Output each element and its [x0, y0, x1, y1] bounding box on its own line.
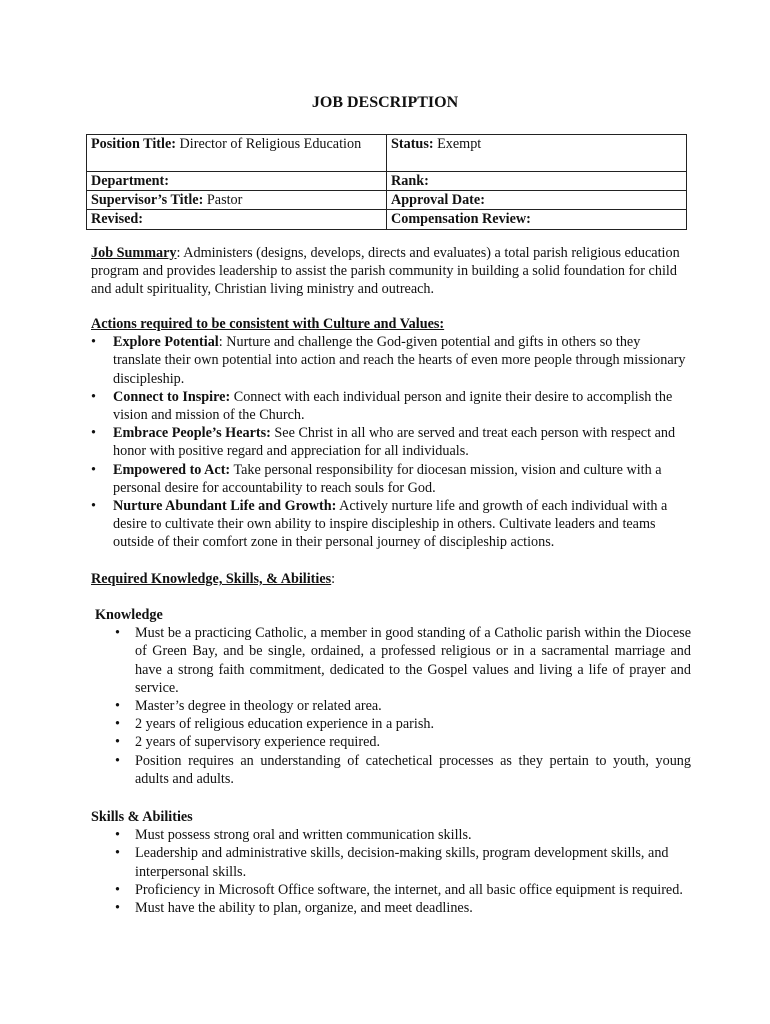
list-item: • Must have the ability to plan, organize, and meet deadlines.	[113, 899, 691, 917]
rksa-heading: Required Knowledge, Skills, & Abilities	[91, 571, 332, 587]
action-label: Connect to Inspire:	[113, 388, 231, 405]
list-item: • Leadership and administrative skills, decision-making skills, program development skills, and interpersonal skills.	[113, 844, 691, 880]
job-summary-text: : Administers (designs, develops, directs and evaluates) a total parish religious education program and provides leadership to assist the parish community in building a solid foundation for child and adult spirituality, Christian living ministry and outreach.	[91, 245, 680, 298]
job-info-table	[86, 134, 687, 230]
knowledge-heading: Knowledge	[95, 607, 163, 623]
status-cell	[387, 135, 687, 172]
action-label: Explore Potential	[113, 334, 219, 351]
department-cell	[87, 172, 387, 191]
actions-list	[91, 333, 691, 551]
action-text: Actively nurture life and growth of each individual with a desire to cultivate their own ability to inspire discipleship in others. Cultivate leaders and teams outside of their comfort zone in their personal journey of discipleship actions.	[113, 498, 668, 551]
knowledge-list	[113, 624, 691, 788]
supervisor-value: Pastor	[203, 192, 243, 209]
list-item	[91, 424, 691, 460]
status-value: Exempt	[433, 136, 482, 152]
supervisor-label: Supervisor’s Title:	[91, 192, 204, 209]
list-item	[91, 461, 691, 497]
position-title-label: Position Title:	[91, 136, 176, 152]
list-item: • Must be a practicing Catholic, a member in good standing of a Catholic parish within the Diocese of Green Bay, and be single, ordained, a professed religious or in a sacramental marriage and have a strong faith commitment, dedicated to the Gospel values and living a life of prayer and service.	[113, 624, 691, 697]
list-item: • 2 years of supervisory experience required.	[113, 733, 691, 751]
approval-date-label: Approval Date:	[391, 192, 485, 209]
list-item: • 2 years of religious education experience in a parish.	[113, 715, 691, 733]
actions-section	[91, 315, 691, 552]
actions-heading: Actions required to be consistent with Culture and Values:	[91, 316, 445, 332]
rksa-suffix: :	[331, 571, 336, 587]
action-label: Nurture Abundant Life and Growth:	[113, 498, 337, 515]
skills-list	[113, 826, 691, 917]
skills-section	[91, 808, 691, 917]
list-item	[91, 333, 691, 388]
list-item: • Position requires an understanding of catechetical processes as they pertain to youth, young adults and adults.	[113, 752, 691, 788]
rksa-heading-line	[91, 570, 691, 588]
list-item: • Master’s degree in theology or related area.	[113, 697, 691, 715]
compensation-review-cell	[387, 210, 687, 229]
list-item	[91, 388, 691, 424]
document-title: JOB DESCRIPTION	[311, 94, 459, 111]
department-label: Department:	[91, 173, 170, 189]
list-item	[91, 497, 691, 552]
action-text: Connect with each individual person and ignite their desire to accomplish the vision and mission of the Church.	[113, 388, 673, 424]
list-item: • Must possess strong oral and written communication skills.	[113, 826, 691, 844]
list-item: • Proficiency in Microsoft Office software, the internet, and all basic office equipment is required.	[113, 881, 691, 899]
knowledge-section	[91, 606, 691, 788]
action-text: : Nurture and challenge the God-given potential and gifts in others so they translate their own potential into action and reach the hearts of even more people through missionary discipleship.	[113, 334, 686, 387]
rank-label: Rank:	[391, 173, 429, 189]
skills-heading: Skills & Abilities	[91, 809, 193, 825]
action-text: See Christ in all who are served and treat each person with respect and honor with positive regard and appreciation for all individuals.	[113, 425, 676, 460]
job-summary-label: Job Summary	[91, 245, 177, 261]
approval-date-cell	[387, 191, 687, 210]
revised-cell	[87, 210, 387, 229]
action-label: Empowered to Act:	[113, 461, 231, 478]
revised-label: Revised:	[91, 211, 144, 228]
job-summary	[91, 244, 691, 299]
rank-cell	[387, 172, 687, 191]
status-label: Status:	[391, 136, 434, 152]
compensation-review-label: Compensation Review:	[391, 211, 531, 228]
position-title-value: Director of Religious Education	[176, 136, 362, 152]
action-text: Take personal responsibility for diocesan mission, vision and culture with a personal desire for accountability to reach souls for God.	[113, 461, 662, 496]
action-label: Embrace People’s Hearts:	[113, 425, 271, 442]
position-title-cell	[87, 135, 387, 172]
supervisor-cell	[87, 191, 387, 210]
